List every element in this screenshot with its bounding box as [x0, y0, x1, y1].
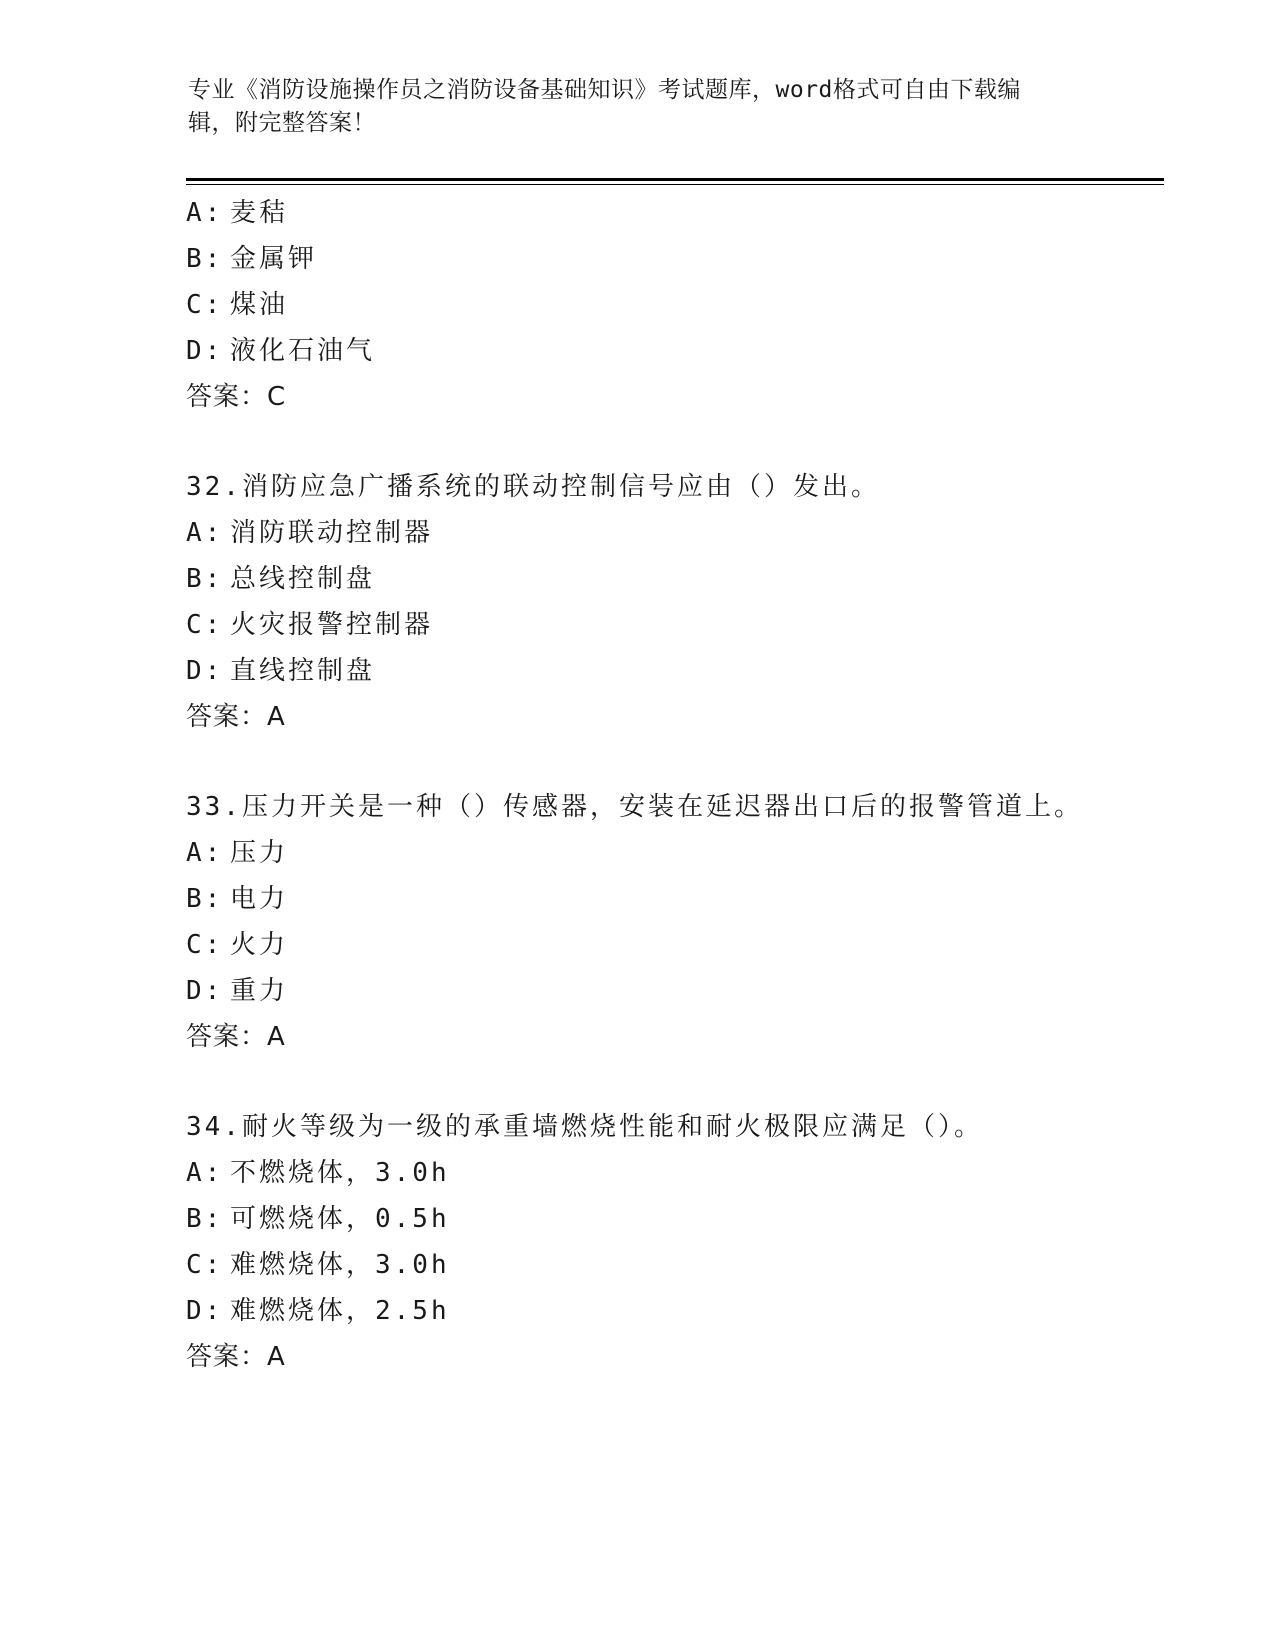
- option-letter: D:: [186, 976, 224, 1006]
- question-block-33: [186, 784, 1166, 1060]
- question-stem: 32.消防应急广播系统的联动控制信号应由（）发出。: [186, 472, 880, 502]
- header-line-2: 辑，附完整答案！: [188, 110, 376, 136]
- option-text: 重力: [230, 976, 289, 1006]
- option-d: [186, 648, 1166, 694]
- answer-line: 答案：A: [186, 1342, 286, 1372]
- question-block-32: [186, 464, 1166, 740]
- header-divider-thick: [186, 178, 1164, 181]
- option-c: [186, 282, 1166, 328]
- option-letter: D:: [186, 1296, 224, 1326]
- option-letter: A:: [186, 838, 224, 868]
- option-letter: A:: [186, 198, 224, 228]
- option-letter: B:: [186, 564, 224, 594]
- answer-line: 答案：A: [186, 1022, 286, 1052]
- question-stem: 34.耐火等级为一级的承重墙燃烧性能和耐火极限应满足（）。: [186, 1112, 983, 1142]
- option-letter: B:: [186, 244, 224, 274]
- option-text: 麦秸: [230, 198, 289, 228]
- option-text: 火力: [230, 930, 289, 960]
- option-text: 可燃烧体，0.5h: [230, 1204, 450, 1234]
- option-text: 难燃烧体，2.5h: [230, 1296, 450, 1326]
- option-b: [186, 236, 1166, 282]
- option-letter: D:: [186, 336, 224, 366]
- option-letter: C:: [186, 930, 224, 960]
- option-b: [186, 1196, 1166, 1242]
- option-text: 压力: [230, 838, 289, 868]
- option-letter: C:: [186, 1250, 224, 1280]
- option-text: 难燃烧体，3.0h: [230, 1250, 450, 1280]
- option-letter: A:: [186, 518, 224, 548]
- option-c: [186, 602, 1166, 648]
- question-block-34: [186, 1104, 1166, 1380]
- option-text: 金属钾: [230, 244, 318, 274]
- question-content: [186, 190, 1166, 1380]
- option-text: 消防联动控制器: [230, 518, 434, 548]
- option-text: 总线控制盘: [230, 564, 376, 594]
- option-text: 火灾报警控制器: [230, 610, 434, 640]
- option-text: 不燃烧体，3.0h: [230, 1158, 450, 1188]
- option-letter: C:: [186, 610, 224, 640]
- option-b: [186, 556, 1166, 602]
- header-divider-thin: [186, 184, 1164, 185]
- option-b: [186, 876, 1166, 922]
- document-header: [188, 74, 1088, 140]
- option-letter: B:: [186, 884, 224, 914]
- option-d: [186, 328, 1166, 374]
- option-letter: C:: [186, 290, 224, 320]
- option-text: 液化石油气: [230, 336, 376, 366]
- option-d: [186, 968, 1166, 1014]
- option-a: [186, 510, 1166, 556]
- option-a: [186, 190, 1166, 236]
- question-stem: 33.压力开关是一种（）传感器，安装在延迟器出口后的报警管道上。: [186, 792, 1083, 822]
- question-block-31: [186, 190, 1166, 420]
- answer-line: 答案：C: [186, 382, 287, 412]
- option-letter: A:: [186, 1158, 224, 1188]
- answer-line: 答案：A: [186, 702, 286, 732]
- option-c: [186, 1242, 1166, 1288]
- option-d: [186, 1288, 1166, 1334]
- option-letter: D:: [186, 656, 224, 686]
- header-line-1: 专业《消防设施操作员之消防设备基础知识》考试题库，word格式可自由下载编: [188, 77, 1021, 103]
- option-text: 直线控制盘: [230, 656, 376, 686]
- option-letter: B:: [186, 1204, 224, 1234]
- option-a: [186, 1150, 1166, 1196]
- option-text: 煤油: [230, 290, 289, 320]
- option-c: [186, 922, 1166, 968]
- option-a: [186, 830, 1166, 876]
- option-text: 电力: [230, 884, 289, 914]
